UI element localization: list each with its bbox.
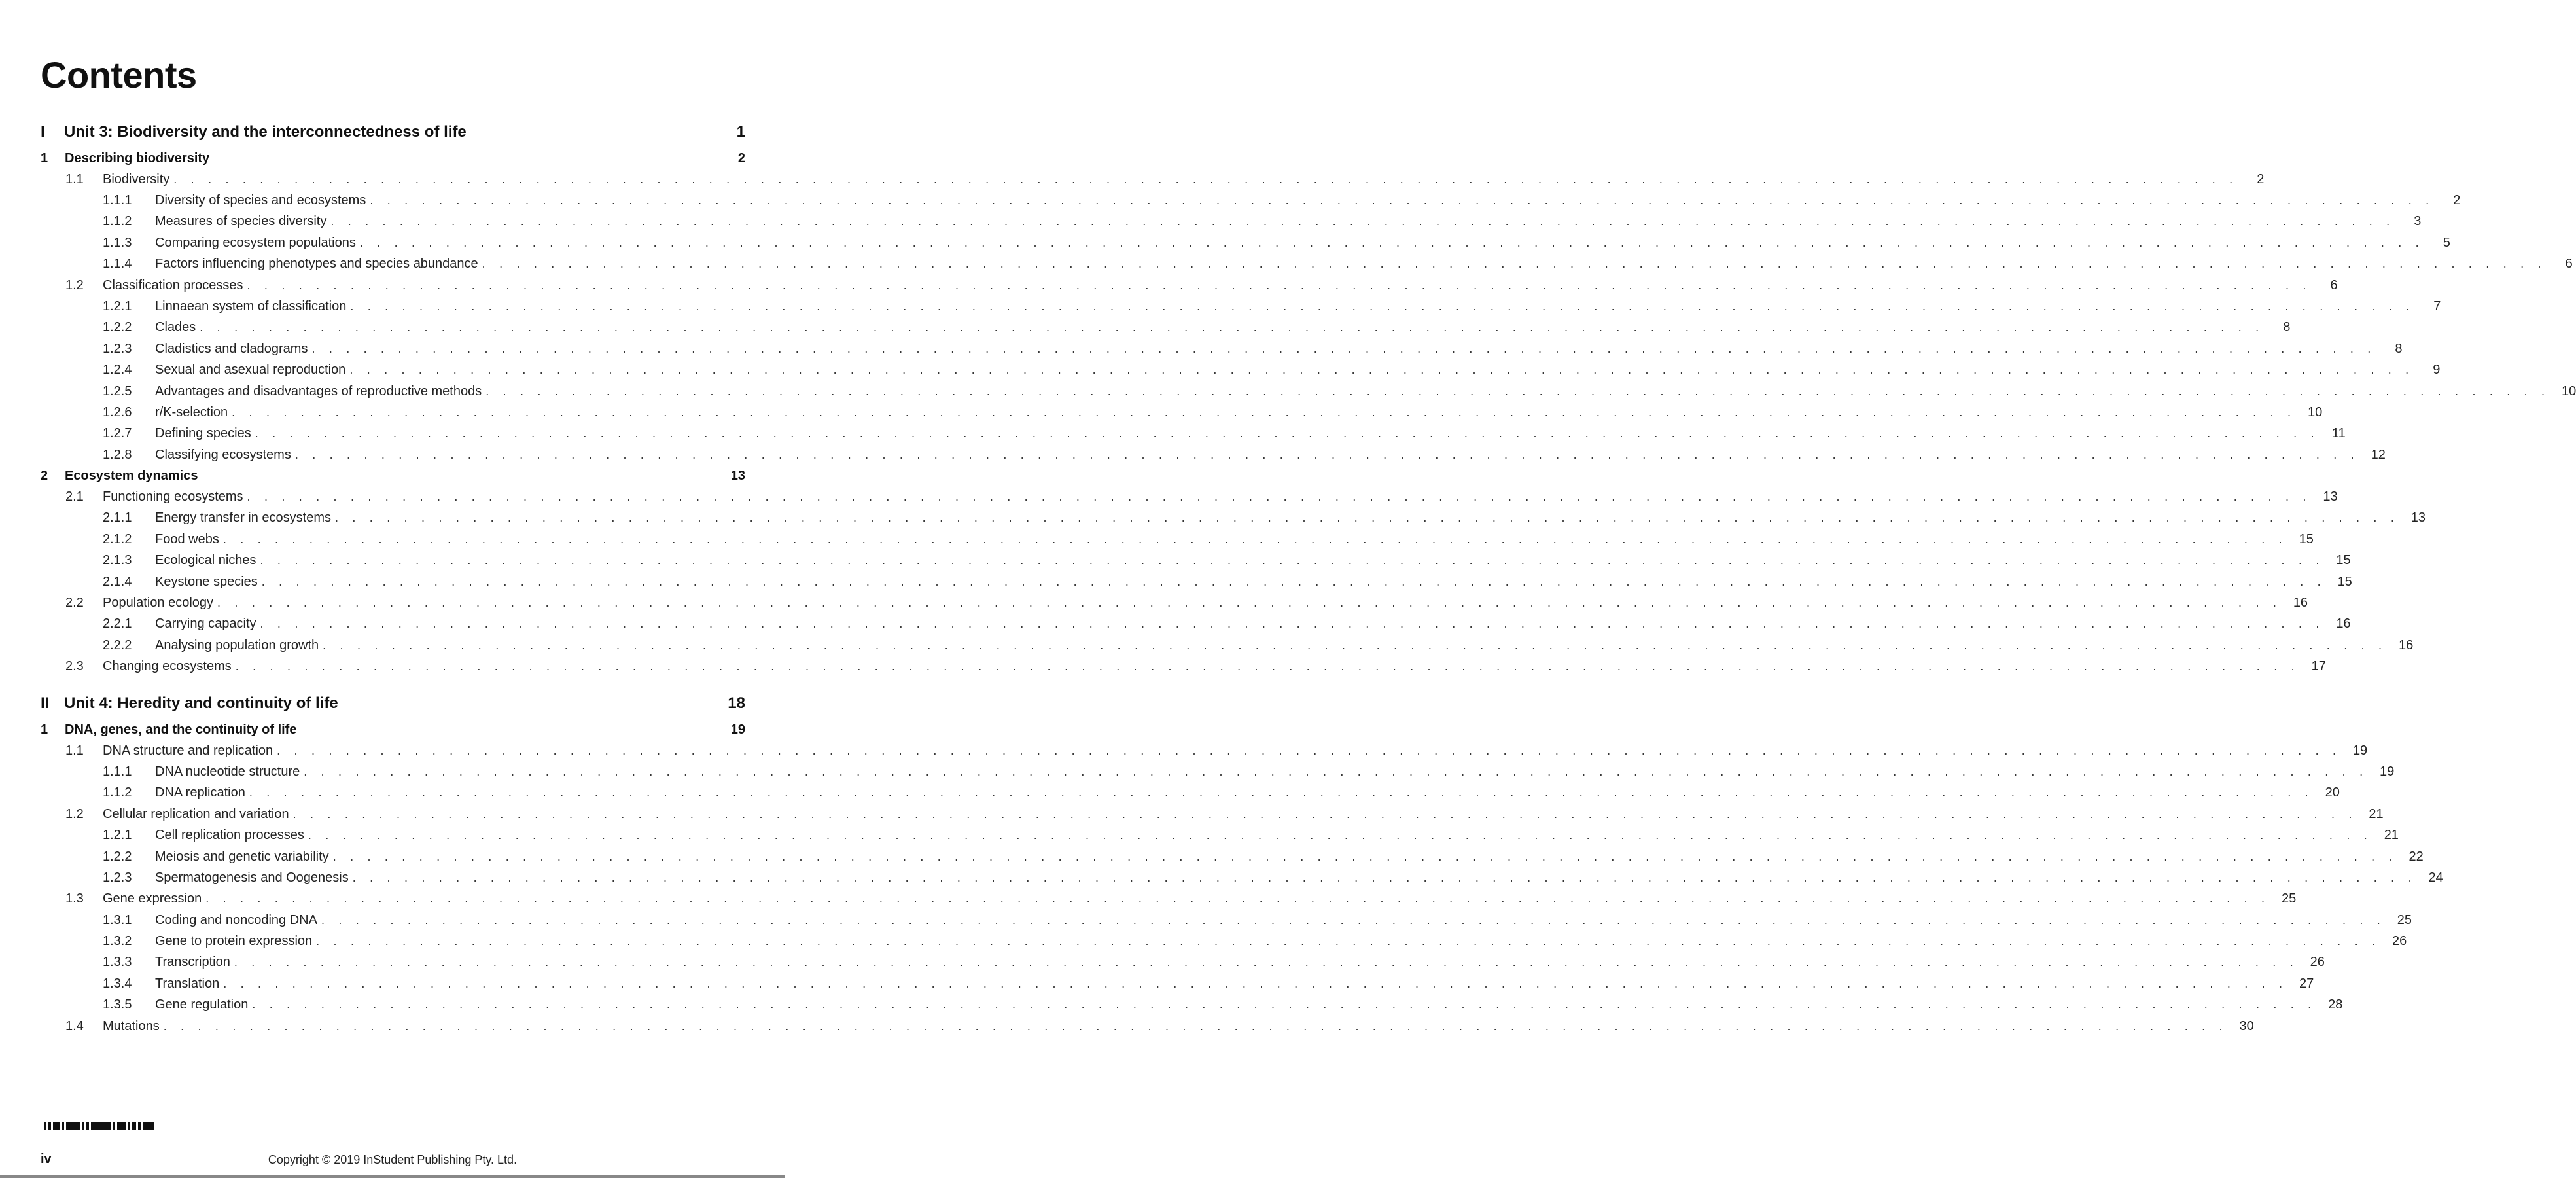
dot-leader: . . . . . . . . . . . . . . . . . . . . . . . . . . . . . . . . . . . . . . . . . . . . . . . . . . . . . . . . . . . . . . . . . . . . . . . . . . . . . . . . . . . . . . . . . . . . . . . . . . . . . . . . . . . . . . . . . . . . . . . . bbox=[330, 215, 2395, 228]
toc-subsection-entry[interactable] bbox=[41, 613, 2351, 634]
toc-subsection-entry[interactable] bbox=[41, 825, 2399, 846]
entry-title: Functioning ecosystems bbox=[103, 490, 243, 505]
toc-subsection-entry[interactable] bbox=[41, 232, 2450, 253]
toc-subsection-entry[interactable] bbox=[41, 423, 2346, 444]
toc-section-entry[interactable] bbox=[41, 169, 2265, 190]
toc-chapter-heading[interactable] bbox=[41, 719, 745, 740]
dot-leader: . . . . . . . . . . . . . . . . . . . . . . . . . . . . . . . . . . . . . . . . . . . . . . . . . . . . . . . . . . . . . . . . . . . . . . . . . . . . . . . . . . . . . . . . . . . . . . . . . . . . . . . . . . . . . . . . . . . . . . . . bbox=[232, 405, 2297, 419]
entry-page-number: 26 bbox=[2391, 934, 2407, 949]
entry-title: Mutations bbox=[103, 1018, 160, 1033]
toc-part-heading[interactable] bbox=[41, 694, 745, 713]
chapter-title: DNA, genes, and the continuity of life bbox=[65, 722, 297, 737]
toc-section-entry[interactable] bbox=[41, 804, 2384, 825]
entry-number: 2.2.2 bbox=[103, 637, 132, 652]
toc-chapter-heading[interactable] bbox=[41, 148, 745, 169]
dot-leader: . . . . . . . . . . . . . . . . . . . . . . . . . . . . . . . . . . . . . . . . . . . . . . . . . . . . . . . . . . . . . . . . . . . . . . . . . . . . . . . . . . . . . . . . . . . . . . . . . . . . . . . . . . . . . . . . . . . . . . . . bbox=[311, 342, 2376, 355]
entry-title: Diversity of species and ecosystems bbox=[155, 192, 366, 207]
dot-leader: . . . . . . . . . . . . . . . . . . . . . . . . . . . . . . . . . . . . . . . . . . . . . . . . . . . . . . . . . . . . . . . . . . . . . . . . . . . . . . . . . . . . . . . . . . . . . . . . . . . . . . . . . . . . . . . . . . . . . . . . bbox=[252, 998, 2317, 1012]
entry-number: 1.2.1 bbox=[103, 298, 132, 313]
dot-leader: . . . . . . . . . . . . . . . . . . . . . . . . . . . . . . . . . . . . . . . . . . . . . . . . . . . . . . . . . . . . . . . . . . . . . . . . . . . . . . . . . . . . . . . . . . . . . . . . . . . . . . . . . . . . . . . . . . . . . . . . bbox=[308, 829, 2373, 842]
entry-title: Population ecology bbox=[103, 596, 214, 611]
entry-title: Analysing population growth bbox=[155, 637, 319, 652]
dot-leader: . . . . . . . . . . . . . . . . . . . . . . . . . . . . . . . . . . . . . . . . . . . . . . . . . . . . . . . . . . . . . . . . . . . . . . . . . . . . . . . . . . . . . . . . . . . . . . . . . . . . . . . . . . . . . . . . . . . . . . . . bbox=[370, 193, 2435, 207]
dot-leader: . . . . . . . . . . . . . . . . . . . . . . . . . . . . . . . . . . . . . . . . . . . . . . . . . . . . . . . . . . . . . . . . . . . . . . . . . . . . . . . . . . . . . . . . . . . . . . . . . . . . . . . . . . . . . . . . . . . . . . . . bbox=[277, 743, 2342, 757]
entry-title: Measures of species diversity bbox=[155, 214, 327, 229]
dot-leader: . . . . . . . . . . . . . . . . . . . . . . . . . . . . . . . . . . . . . . . . . . . . . . . . . . . . . . . . . . . . . . . . . . . . . . . . . . . . . . . . . . . . . . . . . . . . . . . . . . . . . . . . . . . . . . . . . . . . . . . . bbox=[223, 976, 2288, 990]
entry-number: 1.1.1 bbox=[103, 192, 132, 207]
entry-title: Cladistics and cladograms bbox=[155, 341, 308, 356]
entry-number: 2.2 bbox=[65, 596, 84, 611]
entry-title: Classifying ecosystems bbox=[155, 447, 291, 462]
part-title: Unit 3: Biodiversity and the interconnectedness of life bbox=[64, 122, 467, 141]
entry-title: Cell replication processes bbox=[155, 828, 304, 843]
toc-subsection-entry[interactable] bbox=[41, 846, 2424, 867]
entry-title: Spermatogenesis and Oogenesis bbox=[155, 870, 349, 885]
entry-title: Classification processes bbox=[103, 277, 243, 293]
entry-page-number: 16 bbox=[2398, 637, 2414, 652]
dot-leader: . . . . . . . . . . . . . . . . . . . . . . . . . . . . . . . . . . . . . . . . . . . . . . . . . . . . . . . . . . . . . . . . . . . . . . . . . . . . . . . . . . . . . . . . . . . . . . . . . . . . . . . . . . . . . . . . . . . . . . . . bbox=[321, 913, 2386, 927]
entry-title: Transcription bbox=[155, 955, 230, 970]
entry-page-number: 5 bbox=[2443, 235, 2450, 250]
toc-subsection-entry[interactable] bbox=[41, 761, 2395, 782]
toc-subsection-entry[interactable] bbox=[41, 296, 2441, 317]
entry-title: Advantages and disadvantages of reproductive methods bbox=[155, 384, 482, 399]
part-number: I bbox=[41, 122, 45, 141]
entry-number: 1.2.6 bbox=[103, 404, 132, 419]
toc-subsection-entry[interactable] bbox=[41, 973, 2314, 994]
entry-page-number: 16 bbox=[2336, 616, 2351, 632]
entry-number: 1.1 bbox=[65, 743, 84, 758]
dot-leader: . . . . . . . . . . . . . . . . . . . . . . . . . . . . . . . . . . . . . . . . . . . . . . . . . . . . . . . . . . . . . . . . . . . . . . . . . . . . . . . . . . . . . . . . . . . . . . . . . . . . . . . . . . . . . . . . . . . . . . . . bbox=[292, 807, 2357, 821]
entry-title: Meiosis and genetic variability bbox=[155, 849, 329, 864]
dot-leader: . . . . . . . . . . . . . . . . . . . . . . . . . . . . . . . . . . . . . . . . . . . . . . . . . . . . . . . . . . . . . . . . . . . . . . . . . . . . . . . . . . . . . . . . . . . . . . . . . . . . . . . . . . . . . . . . . . . . . . . . bbox=[352, 870, 2417, 884]
part-title: Unit 4: Heredity and continuity of life bbox=[64, 694, 338, 712]
toc-subsection-entry[interactable] bbox=[41, 994, 2343, 1015]
dot-leader: . . . . . . . . . . . . . . . . . . . . . . . . . . . . . . . . . . . . . . . . . . . . . . . . . . . . . . . . . . . . . . . . . . . . . . . . . . . . . . . . . . . . . . . . . . . . . . . . . . . . . . . . . . . . . . . . . . . . . . . . bbox=[247, 278, 2312, 292]
entry-title: Gene to protein expression bbox=[155, 934, 313, 949]
toc-subsection-entry[interactable] bbox=[41, 550, 2351, 571]
dot-leader: . . . . . . . . . . . . . . . . . . . . . . . . . . . . . . . . . . . . . . . . . . . . . . . . . . . . . . . . . . . . . . . . . . . . . . . . . . . . . . . . . . . . . . . . . . . . . . . . . . . . . . . . . . . . . . . . . . . . . . . . bbox=[349, 363, 2414, 377]
entry-page-number: 2 bbox=[2257, 171, 2265, 187]
entry-number: 1.3.2 bbox=[103, 934, 132, 949]
entry-page-number: 28 bbox=[2328, 997, 2343, 1012]
entry-title: Ecological niches bbox=[155, 553, 256, 568]
entry-title: Linnaean system of classification bbox=[155, 298, 347, 313]
entry-title: DNA nucleotide structure bbox=[155, 764, 300, 779]
toc-subsection-entry[interactable] bbox=[41, 529, 2314, 550]
entry-title: Comparing ecosystem populations bbox=[155, 235, 356, 250]
dot-leader: . . . . . . . . . . . . . . . . . . . . . . . . . . . . . . . . . . . . . . . . . . . . . . . . . . . . . . . . . . . . . . . . . . . . . . . . . . . . . . . . . . . . . . . . . . . . . . . . . . . . . . . . . . . . . . . . . . . . . . . . bbox=[485, 384, 2550, 398]
toc-subsection-entry[interactable] bbox=[41, 253, 2573, 274]
entry-title: Food webs bbox=[155, 531, 219, 546]
dot-leader: . . . . . . . . . . . . . . . . . . . . . . . . . . . . . . . . . . . . . . . . . . . . . . . . . . . . . . . . . . . . . . . . . . . . . . . . . . . . . . . . . . . . . . . . . . . . . . . . . . . . . . . . . . . . . . . . . . . . . . . . bbox=[260, 554, 2325, 567]
entry-page-number: 13 bbox=[2323, 490, 2338, 505]
entry-title: r/K-selection bbox=[155, 404, 228, 419]
toc-subsection-entry[interactable] bbox=[41, 952, 2325, 973]
entry-number: 1.1.4 bbox=[103, 257, 132, 272]
entry-number: 1.4 bbox=[65, 1018, 84, 1033]
page-title: Contents bbox=[41, 54, 197, 96]
entry-page-number: 17 bbox=[2311, 659, 2326, 674]
chapter-title: Describing biodiversity bbox=[65, 151, 210, 166]
dot-leader: . . . . . . . . . . . . . . . . . . . . . . . . . . . . . . . . . . . . . . . . . . . . . . . . . . . . . . . . . . . . . . . . . . . . . . . . . . . . . . . . . . . . . . . . . . . . . . . . . . . . . . . . . . . . . . . . . . . . . . . . bbox=[163, 1019, 2228, 1033]
dot-leader: . . . . . . . . . . . . . . . . . . . . . . . . . . . . . . . . . . . . . . . . . . . . . . . . . . . . . . . . . . . . . . . . . . . . . . . . . . . . . . . . . . . . . . . . . . . . . . . . . . . . . . . . . . . . . . . . . . . . . . . . bbox=[260, 617, 2325, 631]
entry-number: 1.2 bbox=[65, 277, 84, 293]
part-spacer bbox=[41, 677, 745, 683]
entry-title: Gene regulation bbox=[155, 997, 249, 1012]
entry-number: 2.3 bbox=[65, 659, 84, 674]
toc-chapter-heading[interactable] bbox=[41, 465, 745, 486]
entry-page-number: 27 bbox=[2299, 976, 2314, 991]
entry-number: 2.1.2 bbox=[103, 531, 132, 546]
entry-page-number: 8 bbox=[2283, 320, 2291, 335]
entry-title: Factors influencing phenotypes and species abundance bbox=[155, 257, 478, 272]
entry-number: 2.1.1 bbox=[103, 510, 132, 526]
chapter-number: 1 bbox=[41, 722, 48, 737]
entry-number: 1.3.3 bbox=[103, 955, 132, 970]
entry-page-number: 19 bbox=[2380, 764, 2395, 779]
toc-subsection-entry[interactable] bbox=[41, 867, 2443, 888]
toc-subsection-entry[interactable] bbox=[41, 782, 2340, 803]
entry-page-number: 22 bbox=[2408, 849, 2424, 864]
dot-leader: . . . . . . . . . . . . . . . . . . . . . . . . . . . . . . . . . . . . . . . . . . . . . . . . . . . . . . . . . . . . . . . . . . . . . . . . . . . . . . . . . . . . . . . . . . . . . . . . . . . . . . . . . . . . . . . . . . . . . . . . bbox=[249, 786, 2314, 800]
entry-title: Coding and noncoding DNA bbox=[155, 912, 317, 927]
entry-page-number: 21 bbox=[2384, 828, 2399, 843]
chapter-page-number: 2 bbox=[737, 151, 745, 166]
chapter-page-number: 19 bbox=[730, 722, 745, 737]
toc-subsection-entry[interactable] bbox=[41, 571, 2352, 592]
entry-title: Keystone species bbox=[155, 574, 258, 589]
dot-leader: . . . . . . . . . . . . . . . . . . . . . . . . . . . . . . . . . . . . . . . . . . . . . . . . . . . . . . . . . . . . . . . . . . . . . . . . . . . . . . . . . . . . . . . . . . . . . . . . . . . . . . . . . . . . . . . . . . . . . . . . bbox=[247, 490, 2312, 504]
chapter-number: 1 bbox=[41, 151, 48, 166]
dot-leader: . . . . . . . . . . . . . . . . . . . . . . . . . . . . . . . . . . . . . . . . . . . . . . . . . . . . . . . . . . . . . . . . . . . . . . . . . . . . . . . . . . . . . . . . . . . . . . . . . . . . . . . . . . . . . . . . . . . . . . . . bbox=[335, 511, 2400, 525]
dot-leader: . . . . . . . . . . . . . . . . . . . . . . . . . . . . . . . . . . . . . . . . . . . . . . . . . . . . . . . . . . . . . . . . . . . . . . . . . . . . . . . . . . . . . . . . . . . . . . . . . . . . . . . . . . . . . . . . . . . . . . . . bbox=[200, 321, 2265, 334]
entry-number: 1.1.1 bbox=[103, 764, 132, 779]
entry-title: Cellular replication and variation bbox=[103, 806, 289, 821]
entry-title: Energy transfer in ecosystems bbox=[155, 510, 331, 526]
toc-section-entry[interactable] bbox=[41, 888, 2297, 909]
chapter-page-number: 13 bbox=[730, 469, 745, 484]
dot-leader: . . . . . . . . . . . . . . . . . . . . . . . . . . . . . . . . . . . . . . . . . . . . . . . . . . . . . . . . . . . . . . . . . . . . . . . . . . . . . . . . . . . . . . . . . . . . . . . . . . . . . . . . . . . . . . . . . . . . . . . . bbox=[173, 172, 2238, 186]
toc-section-entry[interactable] bbox=[41, 275, 2338, 296]
footer-page-number: iv bbox=[41, 1152, 52, 1166]
dot-leader: . . . . . . . . . . . . . . . . . . . . . . . . . . . . . . . . . . . . . . . . . . . . . . . . . . . . . . . . . . . . . . . . . . . . . . . . . . . . . . . . . . . . . . . . . . . . . . . . . . . . . . . . . . . . . . . . . . . . . . . . bbox=[294, 448, 2359, 461]
entry-number: 2.1.4 bbox=[103, 574, 132, 589]
toc-subsection-entry[interactable] bbox=[41, 338, 2403, 359]
entry-page-number: 12 bbox=[2371, 447, 2386, 462]
toc-subsection-entry[interactable] bbox=[41, 444, 2386, 465]
entry-title: DNA replication bbox=[155, 785, 245, 800]
entry-page-number: 11 bbox=[2332, 426, 2346, 441]
toc-subsection-entry[interactable] bbox=[41, 359, 2441, 380]
entry-page-number: 20 bbox=[2325, 785, 2340, 800]
entry-number: 1.2.8 bbox=[103, 447, 132, 462]
barcode-decoration bbox=[44, 1122, 156, 1130]
dot-leader: . . . . . . . . . . . . . . . . . . . . . . . . . . . . . . . . . . . . . . . . . . . . . . . . . . . . . . . . . . . . . . . . . . . . . . . . . . . . . . . . . . . . . . . . . . . . . . . . . . . . . . . . . . . . . . . . . . . . . . . . bbox=[217, 596, 2282, 610]
part-number: II bbox=[41, 694, 50, 712]
toc-subsection-entry[interactable] bbox=[41, 507, 2426, 528]
dot-leader: . . . . . . . . . . . . . . . . . . . . . . . . . . . . . . . . . . . . . . . . . . . . . . . . . . . . . . . . . . . . . . . . . . . . . . . . . . . . . . . . . . . . . . . . . . . . . . . . . . . . . . . . . . . . . . . . . . . . . . . . bbox=[316, 935, 2381, 948]
entry-number: 1.2.4 bbox=[103, 363, 132, 378]
footer-copyright: Copyright © 2019 InStudent Publishing Pty. Ltd. bbox=[268, 1153, 518, 1166]
part-page-number: 18 bbox=[728, 694, 745, 712]
entry-number: 2.1.3 bbox=[103, 553, 132, 568]
page-bottom-edge bbox=[0, 1175, 785, 1178]
dot-leader: . . . . . . . . . . . . . . . . . . . . . . . . . . . . . . . . . . . . . . . . . . . . . . . . . . . . . . . . . . . . . . . . . . . . . . . . . . . . . . . . . . . . . . . . . . . . . . . . . . . . . . . . . . . . . . . . . . . . . . . . bbox=[482, 257, 2547, 271]
dot-leader: . . . . . . . . . . . . . . . . . . . . . . . . . . . . . . . . . . . . . . . . . . . . . . . . . . . . . . . . . . . . . . . . . . . . . . . . . . . . . . . . . . . . . . . . . . . . . . . . . . . . . . . . . . . . . . . . . . . . . . . . bbox=[332, 849, 2397, 863]
entry-page-number: 10 bbox=[2307, 404, 2323, 419]
entry-number: 1.2.2 bbox=[103, 849, 132, 864]
dot-leader: . . . . . . . . . . . . . . . . . . . . . . . . . . . . . . . . . . . . . . . . . . . . . . . . . . . . . . . . . . . . . . . . . . . . . . . . . . . . . . . . . . . . . . . . . . . . . . . . . . . . . . . . . . . . . . . . . . . . . . . . bbox=[323, 638, 2388, 652]
entry-page-number: 26 bbox=[2310, 955, 2325, 970]
dot-leader: . . . . . . . . . . . . . . . . . . . . . . . . . . . . . . . . . . . . . . . . . . . . . . . . . . . . . . . . . . . . . . . . . . . . . . . . . . . . . . . . . . . . . . . . . . . . . . . . . . . . . . . . . . . . . . . . . . . . . . . . bbox=[205, 892, 2270, 906]
entry-number: 1.1.3 bbox=[103, 235, 132, 250]
entry-number: 1.3.1 bbox=[103, 912, 132, 927]
entry-page-number: 6 bbox=[2330, 277, 2338, 293]
toc-section-entry[interactable] bbox=[41, 486, 2338, 507]
chapter-number: 2 bbox=[41, 469, 48, 484]
entry-title: Clades bbox=[155, 320, 196, 335]
entry-page-number: 2 bbox=[2453, 192, 2461, 207]
entry-title: Defining species bbox=[155, 426, 251, 441]
entry-number: 1.2.3 bbox=[103, 870, 132, 885]
entry-title: Sexual and asexual reproduction bbox=[155, 363, 346, 378]
entry-page-number: 30 bbox=[2239, 1018, 2254, 1033]
entry-title: Gene expression bbox=[103, 891, 202, 906]
dot-leader: . . . . . . . . . . . . . . . . . . . . . . . . . . . . . . . . . . . . . . . . . . . . . . . . . . . . . . . . . . . . . . . . . . . . . . . . . . . . . . . . . . . . . . . . . . . . . . . . . . . . . . . . . . . . . . . . . . . . . . . . bbox=[222, 532, 2287, 546]
toc-section-entry[interactable] bbox=[41, 1016, 2254, 1037]
entry-number: 1.3.4 bbox=[103, 976, 132, 991]
toc-section-entry[interactable] bbox=[41, 656, 2326, 677]
entry-number: 1.2.3 bbox=[103, 341, 132, 356]
dot-leader: . . . . . . . . . . . . . . . . . . . . . . . . . . . . . . . . . . . . . . . . . . . . . . . . . . . . . . . . . . . . . . . . . . . . . . . . . . . . . . . . . . . . . . . . . . . . . . . . . . . . . . . . . . . . . . . . . . . . . . . . bbox=[350, 299, 2415, 313]
entry-page-number: 21 bbox=[2369, 806, 2384, 821]
entry-number: 1.3 bbox=[65, 891, 84, 906]
toc-subsection-entry[interactable] bbox=[41, 910, 2412, 931]
entry-title: Carrying capacity bbox=[155, 616, 256, 632]
entry-number: 1.2 bbox=[65, 806, 84, 821]
part-page-number: 1 bbox=[736, 122, 745, 141]
toc-subsection-entry[interactable] bbox=[41, 190, 2461, 211]
entry-page-number: 10 bbox=[2562, 384, 2576, 399]
entry-page-number: 13 bbox=[2410, 510, 2426, 526]
entry-title: Changing ecosystems bbox=[103, 659, 232, 674]
entry-page-number: 9 bbox=[2433, 363, 2441, 378]
entry-page-number: 7 bbox=[2433, 298, 2441, 313]
toc-subsection-entry[interactable] bbox=[41, 931, 2407, 952]
toc-subsection-entry[interactable] bbox=[41, 211, 2422, 232]
contents-page bbox=[41, 54, 2576, 1037]
entry-page-number: 25 bbox=[2397, 912, 2412, 927]
entry-number: 1.2.5 bbox=[103, 384, 132, 399]
entry-number: 1.3.5 bbox=[103, 997, 132, 1012]
toc-subsection-entry[interactable] bbox=[41, 317, 2291, 338]
toc-section-entry[interactable] bbox=[41, 740, 2368, 761]
entry-number: 1.1.2 bbox=[103, 214, 132, 229]
entry-page-number: 15 bbox=[2336, 553, 2351, 568]
toc-subsection-entry[interactable] bbox=[41, 402, 2323, 423]
dot-leader: . . . . . . . . . . . . . . . . . . . . . . . . . . . . . . . . . . . . . . . . . . . . . . . . . . . . . . . . . . . . . . . . . . . . . . . . . . . . . . . . . . . . . . . . . . . . . . . . . . . . . . . . . . . . . . . . . . . . . . . . bbox=[234, 955, 2299, 969]
toc-subsection-entry[interactable] bbox=[41, 635, 2414, 656]
chapter-title: Ecosystem dynamics bbox=[65, 469, 198, 484]
entry-page-number: 19 bbox=[2352, 743, 2368, 758]
entry-page-number: 3 bbox=[2414, 214, 2422, 229]
entry-number: 2.1 bbox=[65, 490, 84, 505]
entry-number: 1.2.1 bbox=[103, 828, 132, 843]
toc-section-entry[interactable] bbox=[41, 592, 2308, 613]
entry-title: Biodiversity bbox=[103, 171, 170, 187]
dot-leader: . . . . . . . . . . . . . . . . . . . . . . . . . . . . . . . . . . . . . . . . . . . . . . . . . . . . . . . . . . . . . . . . . . . . . . . . . . . . . . . . . . . . . . . . . . . . . . . . . . . . . . . . . . . . . . . . . . . . . . . . bbox=[261, 575, 2326, 588]
entry-number: 2.2.1 bbox=[103, 616, 132, 632]
entry-page-number: 6 bbox=[2565, 257, 2573, 272]
dot-leader: . . . . . . . . . . . . . . . . . . . . . . . . . . . . . . . . . . . . . . . . . . . . . . . . . . . . . . . . . . . . . . . . . . . . . . . . . . . . . . . . . . . . . . . . . . . . . . . . . . . . . . . . . . . . . . . . . . . . . . . . bbox=[235, 660, 2300, 673]
entry-page-number: 15 bbox=[2337, 574, 2352, 589]
entry-number: 1.2.2 bbox=[103, 320, 132, 335]
dot-leader: . . . . . . . . . . . . . . . . . . . . . . . . . . . . . . . . . . . . . . . . . . . . . . . . . . . . . . . . . . . . . . . . . . . . . . . . . . . . . . . . . . . . . . . . . . . . . . . . . . . . . . . . . . . . . . . . . . . . . . . . bbox=[304, 764, 2369, 778]
entry-page-number: 16 bbox=[2293, 596, 2308, 611]
toc-part-heading[interactable] bbox=[41, 123, 745, 141]
entry-page-number: 8 bbox=[2395, 341, 2403, 356]
dot-leader: . . . . . . . . . . . . . . . . . . . . . . . . . . . . . . . . . . . . . . . . . . . . . . . . . . . . . . . . . . . . . . . . . . . . . . . . . . . . . . . . . . . . . . . . . . . . . . . . . . . . . . . . . . . . . . . . . . . . . . . . bbox=[359, 236, 2424, 249]
entry-page-number: 24 bbox=[2428, 870, 2443, 885]
toc-subsection-entry[interactable] bbox=[41, 381, 2576, 402]
entry-number: 1.1 bbox=[65, 171, 84, 187]
dot-leader: . . . . . . . . . . . . . . . . . . . . . . . . . . . . . . . . . . . . . . . . . . . . . . . . . . . . . . . . . . . . . . . . . . . . . . . . . . . . . . . . . . . . . . . . . . . . . . . . . . . . . . . . . . . . . . . . . . . . . . . . bbox=[255, 427, 2320, 440]
table-of-contents bbox=[41, 122, 2576, 1037]
entry-page-number: 15 bbox=[2299, 531, 2314, 546]
entry-title: DNA structure and replication bbox=[103, 743, 273, 758]
entry-page-number: 25 bbox=[2282, 891, 2297, 906]
entry-number: 1.1.2 bbox=[103, 785, 132, 800]
entry-title: Translation bbox=[155, 976, 220, 991]
entry-number: 1.2.7 bbox=[103, 426, 132, 441]
